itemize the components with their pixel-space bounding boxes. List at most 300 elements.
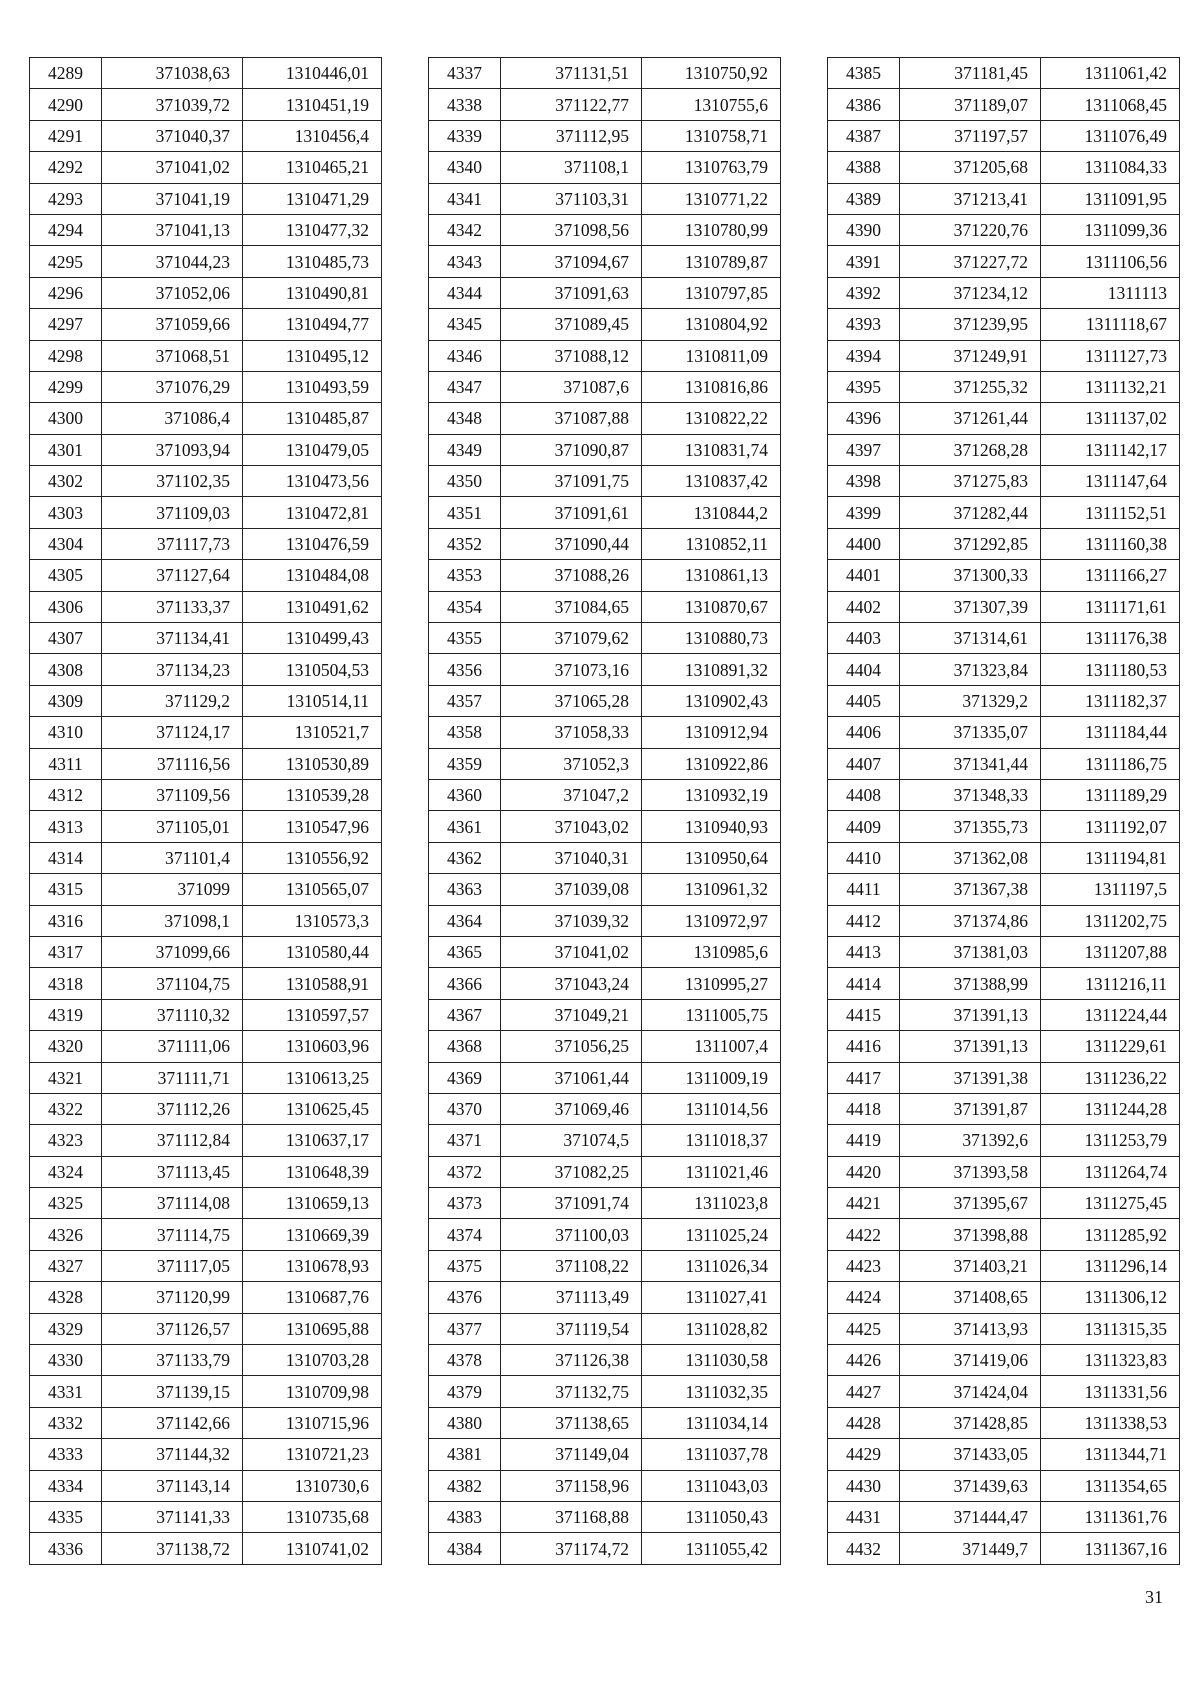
table-row [429, 811, 781, 842]
x-coordinate-cell: 371348,33 [900, 779, 1041, 810]
x-coordinate-cell: 371391,38 [900, 1062, 1041, 1093]
x-coordinate-cell: 371089,45 [501, 309, 642, 340]
table-row [429, 1407, 781, 1438]
y-coordinate-cell: 1311152,51 [1041, 497, 1180, 528]
point-number-cell: 4369 [429, 1062, 501, 1093]
table-row [828, 371, 1180, 402]
point-number-cell: 4405 [828, 685, 900, 716]
y-coordinate-cell: 1310961,32 [642, 874, 781, 905]
point-number-cell: 4422 [828, 1219, 900, 1250]
x-coordinate-cell: 371116,56 [102, 748, 243, 779]
y-coordinate-cell: 1310465,21 [243, 152, 382, 183]
x-coordinate-cell: 371149,04 [501, 1439, 642, 1470]
x-coordinate-cell: 371449,7 [900, 1533, 1041, 1564]
table-row [828, 560, 1180, 591]
x-coordinate-cell: 371120,99 [102, 1282, 243, 1313]
table-row [828, 779, 1180, 810]
y-coordinate-cell: 1311032,35 [642, 1376, 781, 1407]
table-row [30, 842, 382, 873]
table-row [828, 1407, 1180, 1438]
y-coordinate-cell: 1310831,74 [642, 434, 781, 465]
point-number-cell: 4357 [429, 685, 501, 716]
x-coordinate-cell: 371413,93 [900, 1313, 1041, 1344]
y-coordinate-cell: 1310485,87 [243, 403, 382, 434]
x-coordinate-cell: 371133,79 [102, 1345, 243, 1376]
y-coordinate-cell: 1311026,34 [642, 1250, 781, 1281]
y-coordinate-cell: 1311127,73 [1041, 340, 1180, 371]
y-coordinate-cell: 1311216,11 [1041, 968, 1180, 999]
y-coordinate-cell: 1311331,56 [1041, 1376, 1180, 1407]
y-coordinate-cell: 1311009,19 [642, 1062, 781, 1093]
point-number-cell: 4314 [30, 842, 102, 873]
table-row [30, 1125, 382, 1156]
y-coordinate-cell: 1310763,79 [642, 152, 781, 183]
point-number-cell: 4371 [429, 1125, 501, 1156]
y-coordinate-cell: 1311055,42 [642, 1533, 781, 1564]
point-number-cell: 4429 [828, 1439, 900, 1470]
point-number-cell: 4291 [30, 120, 102, 151]
y-coordinate-cell: 1311306,12 [1041, 1282, 1180, 1313]
x-coordinate-cell: 371355,73 [900, 811, 1041, 842]
y-coordinate-cell: 1310940,93 [642, 811, 781, 842]
table-row [429, 246, 781, 277]
table-row [429, 905, 781, 936]
point-number-cell: 4393 [828, 309, 900, 340]
y-coordinate-cell: 1310476,59 [243, 528, 382, 559]
point-number-cell: 4416 [828, 1031, 900, 1062]
x-coordinate-cell: 371300,33 [900, 560, 1041, 591]
table-row [429, 277, 781, 308]
point-number-cell: 4368 [429, 1031, 501, 1062]
point-number-cell: 4340 [429, 152, 501, 183]
table-row [30, 1156, 382, 1187]
x-coordinate-cell: 371131,51 [501, 58, 642, 89]
point-number-cell: 4316 [30, 905, 102, 936]
table-row [30, 1376, 382, 1407]
table-row [429, 623, 781, 654]
y-coordinate-cell: 1310451,19 [243, 89, 382, 120]
y-coordinate-cell: 1311014,56 [642, 1093, 781, 1124]
x-coordinate-cell: 371047,2 [501, 779, 642, 810]
x-coordinate-cell: 371395,67 [900, 1188, 1041, 1219]
x-coordinate-cell: 371403,21 [900, 1250, 1041, 1281]
point-number-cell: 4362 [429, 842, 501, 873]
x-coordinate-cell: 371126,57 [102, 1313, 243, 1344]
x-coordinate-cell: 371117,05 [102, 1250, 243, 1281]
y-coordinate-cell: 1310499,43 [243, 623, 382, 654]
table-row [30, 1501, 382, 1532]
x-coordinate-cell: 371105,01 [102, 811, 243, 842]
x-coordinate-cell: 371138,65 [501, 1407, 642, 1438]
table-row [30, 1345, 382, 1376]
table-row [30, 748, 382, 779]
point-number-cell: 4353 [429, 560, 501, 591]
x-coordinate-cell: 371168,88 [501, 1501, 642, 1532]
table-row [429, 152, 781, 183]
point-number-cell: 4319 [30, 999, 102, 1030]
y-coordinate-cell: 1311229,61 [1041, 1031, 1180, 1062]
y-coordinate-cell: 1310755,6 [642, 89, 781, 120]
y-coordinate-cell: 1310852,11 [642, 528, 781, 559]
point-number-cell: 4414 [828, 968, 900, 999]
point-number-cell: 4300 [30, 403, 102, 434]
table-row [429, 89, 781, 120]
table-row [30, 1219, 382, 1250]
y-coordinate-cell: 1310780,99 [642, 214, 781, 245]
x-coordinate-cell: 371059,66 [102, 309, 243, 340]
table-row [30, 214, 382, 245]
y-coordinate-cell: 1310932,19 [642, 779, 781, 810]
y-coordinate-cell: 1311224,44 [1041, 999, 1180, 1030]
point-number-cell: 4432 [828, 1533, 900, 1564]
y-coordinate-cell: 1310950,64 [642, 842, 781, 873]
point-number-cell: 4376 [429, 1282, 501, 1313]
x-coordinate-cell: 371041,19 [102, 183, 243, 214]
y-coordinate-cell: 1311236,22 [1041, 1062, 1180, 1093]
point-number-cell: 4315 [30, 874, 102, 905]
table-row [429, 371, 781, 402]
y-coordinate-cell: 1310637,17 [243, 1125, 382, 1156]
point-number-cell: 4366 [429, 968, 501, 999]
x-coordinate-cell: 371119,54 [501, 1313, 642, 1344]
x-coordinate-cell: 371220,76 [900, 214, 1041, 245]
y-coordinate-cell: 1310471,29 [243, 183, 382, 214]
x-coordinate-cell: 371127,64 [102, 560, 243, 591]
table-row [828, 89, 1180, 120]
table-row [828, 1345, 1180, 1376]
point-number-cell: 4352 [429, 528, 501, 559]
x-coordinate-cell: 371108,1 [501, 152, 642, 183]
point-number-cell: 4423 [828, 1250, 900, 1281]
y-coordinate-cell: 1310758,71 [642, 120, 781, 151]
x-coordinate-cell: 371114,08 [102, 1188, 243, 1219]
table-row [828, 717, 1180, 748]
table-row [429, 58, 781, 89]
point-number-cell: 4384 [429, 1533, 501, 1564]
table-row [30, 1407, 382, 1438]
page-number: 31 [1145, 1587, 1163, 1607]
x-coordinate-cell: 371205,68 [900, 152, 1041, 183]
point-number-cell: 4395 [828, 371, 900, 402]
y-coordinate-cell: 1311171,61 [1041, 591, 1180, 622]
y-coordinate-cell: 1310703,28 [243, 1345, 382, 1376]
point-number-cell: 4403 [828, 623, 900, 654]
y-coordinate-cell: 1310472,81 [243, 497, 382, 528]
y-coordinate-cell: 1310870,67 [642, 591, 781, 622]
y-coordinate-cell: 1310484,08 [243, 560, 382, 591]
y-coordinate-cell: 1311182,37 [1041, 685, 1180, 716]
table-row [30, 560, 382, 591]
y-coordinate-cell: 1311007,4 [642, 1031, 781, 1062]
table-row [828, 214, 1180, 245]
point-number-cell: 4312 [30, 779, 102, 810]
x-coordinate-cell: 371041,13 [102, 214, 243, 245]
point-number-cell: 4408 [828, 779, 900, 810]
y-coordinate-cell: 1311192,07 [1041, 811, 1180, 842]
y-coordinate-cell: 1310715,96 [243, 1407, 382, 1438]
table-row [429, 183, 781, 214]
y-coordinate-cell: 1311034,14 [642, 1407, 781, 1438]
table-row [429, 1093, 781, 1124]
x-coordinate-cell: 371074,5 [501, 1125, 642, 1156]
y-coordinate-cell: 1311018,37 [642, 1125, 781, 1156]
table-row [30, 1093, 382, 1124]
x-coordinate-cell: 371323,84 [900, 654, 1041, 685]
table-row [828, 685, 1180, 716]
x-coordinate-cell: 371398,88 [900, 1219, 1041, 1250]
point-number-cell: 4297 [30, 309, 102, 340]
y-coordinate-cell: 1310514,11 [243, 685, 382, 716]
point-number-cell: 4418 [828, 1093, 900, 1124]
table-row [429, 1282, 781, 1313]
y-coordinate-cell: 1310625,45 [243, 1093, 382, 1124]
y-coordinate-cell: 1310573,3 [243, 905, 382, 936]
point-number-cell: 4336 [30, 1533, 102, 1564]
y-coordinate-cell: 1311275,45 [1041, 1188, 1180, 1219]
table-row [30, 1313, 382, 1344]
point-number-cell: 4420 [828, 1156, 900, 1187]
table-row [30, 152, 382, 183]
x-coordinate-cell: 371134,41 [102, 623, 243, 654]
x-coordinate-cell: 371381,03 [900, 936, 1041, 967]
x-coordinate-cell: 371111,06 [102, 1031, 243, 1062]
x-coordinate-cell: 371113,45 [102, 1156, 243, 1187]
y-coordinate-cell: 1310721,23 [243, 1439, 382, 1470]
x-coordinate-cell: 371275,83 [900, 466, 1041, 497]
point-number-cell: 4298 [30, 340, 102, 371]
table-row [828, 874, 1180, 905]
table-row [828, 1313, 1180, 1344]
point-number-cell: 4310 [30, 717, 102, 748]
table-row [828, 1031, 1180, 1062]
x-coordinate-cell: 371129,2 [102, 685, 243, 716]
point-number-cell: 4299 [30, 371, 102, 402]
table-row [30, 999, 382, 1030]
y-coordinate-cell: 1311118,67 [1041, 309, 1180, 340]
point-number-cell: 4346 [429, 340, 501, 371]
x-coordinate-cell: 371091,75 [501, 466, 642, 497]
table-row [429, 1250, 781, 1281]
table-row [828, 999, 1180, 1030]
point-number-cell: 4402 [828, 591, 900, 622]
x-coordinate-cell: 371335,07 [900, 717, 1041, 748]
y-coordinate-cell: 1311354,65 [1041, 1470, 1180, 1501]
y-coordinate-cell: 1310730,6 [243, 1470, 382, 1501]
y-coordinate-cell: 1310659,13 [243, 1188, 382, 1219]
y-coordinate-cell: 1310603,96 [243, 1031, 382, 1062]
y-coordinate-cell: 1311025,24 [642, 1219, 781, 1250]
y-coordinate-cell: 1311323,83 [1041, 1345, 1180, 1376]
x-coordinate-cell: 371197,57 [900, 120, 1041, 151]
x-coordinate-cell: 371082,25 [501, 1156, 642, 1187]
y-coordinate-cell: 1311180,53 [1041, 654, 1180, 685]
x-coordinate-cell: 371108,22 [501, 1250, 642, 1281]
x-coordinate-cell: 371065,28 [501, 685, 642, 716]
x-coordinate-cell: 371133,37 [102, 591, 243, 622]
table-row [828, 748, 1180, 779]
table-row [429, 1313, 781, 1344]
x-coordinate-cell: 371076,29 [102, 371, 243, 402]
point-number-cell: 4410 [828, 842, 900, 873]
point-number-cell: 4335 [30, 1501, 102, 1532]
point-number-cell: 4385 [828, 58, 900, 89]
x-coordinate-cell: 371104,75 [102, 968, 243, 999]
y-coordinate-cell: 1310709,98 [243, 1376, 382, 1407]
y-coordinate-cell: 1310891,32 [642, 654, 781, 685]
table-row [828, 1219, 1180, 1250]
y-coordinate-cell: 1310479,05 [243, 434, 382, 465]
point-number-cell: 4296 [30, 277, 102, 308]
table-row [828, 811, 1180, 842]
x-coordinate-cell: 371110,32 [102, 999, 243, 1030]
table-row [429, 968, 781, 999]
point-number-cell: 4406 [828, 717, 900, 748]
x-coordinate-cell: 371392,6 [900, 1125, 1041, 1156]
x-coordinate-cell: 371408,65 [900, 1282, 1041, 1313]
table-row [429, 874, 781, 905]
y-coordinate-cell: 1311023,8 [642, 1188, 781, 1219]
table-row [429, 1533, 781, 1564]
table-row [828, 1062, 1180, 1093]
table-row [429, 1031, 781, 1062]
y-coordinate-cell: 1310669,39 [243, 1219, 382, 1250]
point-number-cell: 4431 [828, 1501, 900, 1532]
x-coordinate-cell: 371040,37 [102, 120, 243, 151]
y-coordinate-cell: 1311367,16 [1041, 1533, 1180, 1564]
x-coordinate-cell: 371044,23 [102, 246, 243, 277]
table-row [828, 1125, 1180, 1156]
table-row [429, 842, 781, 873]
point-number-cell: 4344 [429, 277, 501, 308]
point-number-cell: 4334 [30, 1470, 102, 1501]
y-coordinate-cell: 1310473,56 [243, 466, 382, 497]
x-coordinate-cell: 371141,33 [102, 1501, 243, 1532]
point-number-cell: 4289 [30, 58, 102, 89]
y-coordinate-cell: 1310446,01 [243, 58, 382, 89]
x-coordinate-cell: 371122,77 [501, 89, 642, 120]
y-coordinate-cell: 1310822,22 [642, 403, 781, 434]
x-coordinate-cell: 371132,75 [501, 1376, 642, 1407]
y-coordinate-cell: 1310494,77 [243, 309, 382, 340]
point-number-cell: 4303 [30, 497, 102, 528]
point-number-cell: 4389 [828, 183, 900, 214]
table-row [30, 779, 382, 810]
x-coordinate-cell: 371103,31 [501, 183, 642, 214]
table-row [828, 968, 1180, 999]
point-number-cell: 4373 [429, 1188, 501, 1219]
x-coordinate-cell: 371307,39 [900, 591, 1041, 622]
y-coordinate-cell: 1311202,75 [1041, 905, 1180, 936]
y-coordinate-cell: 1311068,45 [1041, 89, 1180, 120]
table-row [30, 874, 382, 905]
x-coordinate-cell: 371213,41 [900, 183, 1041, 214]
table-row [30, 1470, 382, 1501]
point-number-cell: 4307 [30, 623, 102, 654]
y-coordinate-cell: 1311037,78 [642, 1439, 781, 1470]
x-coordinate-cell: 371043,24 [501, 968, 642, 999]
y-coordinate-cell: 1310490,81 [243, 277, 382, 308]
point-number-cell: 4379 [429, 1376, 501, 1407]
point-number-cell: 4301 [30, 434, 102, 465]
point-number-cell: 4394 [828, 340, 900, 371]
y-coordinate-cell: 1310816,86 [642, 371, 781, 402]
x-coordinate-cell: 371138,72 [102, 1533, 243, 1564]
y-coordinate-cell: 1311076,49 [1041, 120, 1180, 151]
x-coordinate-cell: 371109,56 [102, 779, 243, 810]
x-coordinate-cell: 371444,47 [900, 1501, 1041, 1532]
x-coordinate-cell: 371261,44 [900, 403, 1041, 434]
x-coordinate-cell: 371099 [102, 874, 243, 905]
y-coordinate-cell: 1311361,76 [1041, 1501, 1180, 1532]
point-number-cell: 4318 [30, 968, 102, 999]
table-row [30, 403, 382, 434]
y-coordinate-cell: 1310588,91 [243, 968, 382, 999]
table-row [828, 1501, 1180, 1532]
point-number-cell: 4293 [30, 183, 102, 214]
point-number-cell: 4308 [30, 654, 102, 685]
point-number-cell: 4427 [828, 1376, 900, 1407]
y-coordinate-cell: 1310811,09 [642, 340, 781, 371]
table-row [30, 183, 382, 214]
table-row [828, 528, 1180, 559]
point-number-cell: 4350 [429, 466, 501, 497]
table-row [828, 623, 1180, 654]
table-row [828, 1250, 1180, 1281]
table-row [429, 591, 781, 622]
table-row [828, 842, 1180, 873]
table-row [828, 152, 1180, 183]
x-coordinate-cell: 371189,07 [900, 89, 1041, 120]
x-coordinate-cell: 371087,88 [501, 403, 642, 434]
point-number-cell: 4361 [429, 811, 501, 842]
table-row [828, 309, 1180, 340]
table-row [828, 466, 1180, 497]
point-number-cell: 4341 [429, 183, 501, 214]
x-coordinate-cell: 371091,74 [501, 1188, 642, 1219]
x-coordinate-cell: 371041,02 [501, 936, 642, 967]
x-coordinate-cell: 371068,51 [102, 340, 243, 371]
x-coordinate-cell: 371112,95 [501, 120, 642, 151]
x-coordinate-cell: 371268,28 [900, 434, 1041, 465]
x-coordinate-cell: 371052,3 [501, 748, 642, 779]
point-number-cell: 4326 [30, 1219, 102, 1250]
x-coordinate-cell: 371091,61 [501, 497, 642, 528]
x-coordinate-cell: 371174,72 [501, 1533, 642, 1564]
x-coordinate-cell: 371061,44 [501, 1062, 642, 1093]
table-row [828, 120, 1180, 151]
x-coordinate-cell: 371111,71 [102, 1062, 243, 1093]
y-coordinate-cell: 1311021,46 [642, 1156, 781, 1187]
y-coordinate-cell: 1310995,27 [642, 968, 781, 999]
table-row [30, 1188, 382, 1219]
y-coordinate-cell: 1310789,87 [642, 246, 781, 277]
x-coordinate-cell: 371038,63 [102, 58, 243, 89]
point-number-cell: 4339 [429, 120, 501, 151]
point-number-cell: 4347 [429, 371, 501, 402]
table-row [828, 1188, 1180, 1219]
point-number-cell: 4290 [30, 89, 102, 120]
point-number-cell: 4304 [30, 528, 102, 559]
point-number-cell: 4349 [429, 434, 501, 465]
table-row [429, 497, 781, 528]
x-coordinate-cell: 371058,33 [501, 717, 642, 748]
point-number-cell: 4294 [30, 214, 102, 245]
table-row [828, 403, 1180, 434]
table-row [429, 717, 781, 748]
x-coordinate-cell: 371393,58 [900, 1156, 1041, 1187]
y-coordinate-cell: 1311099,36 [1041, 214, 1180, 245]
table-row [30, 685, 382, 716]
